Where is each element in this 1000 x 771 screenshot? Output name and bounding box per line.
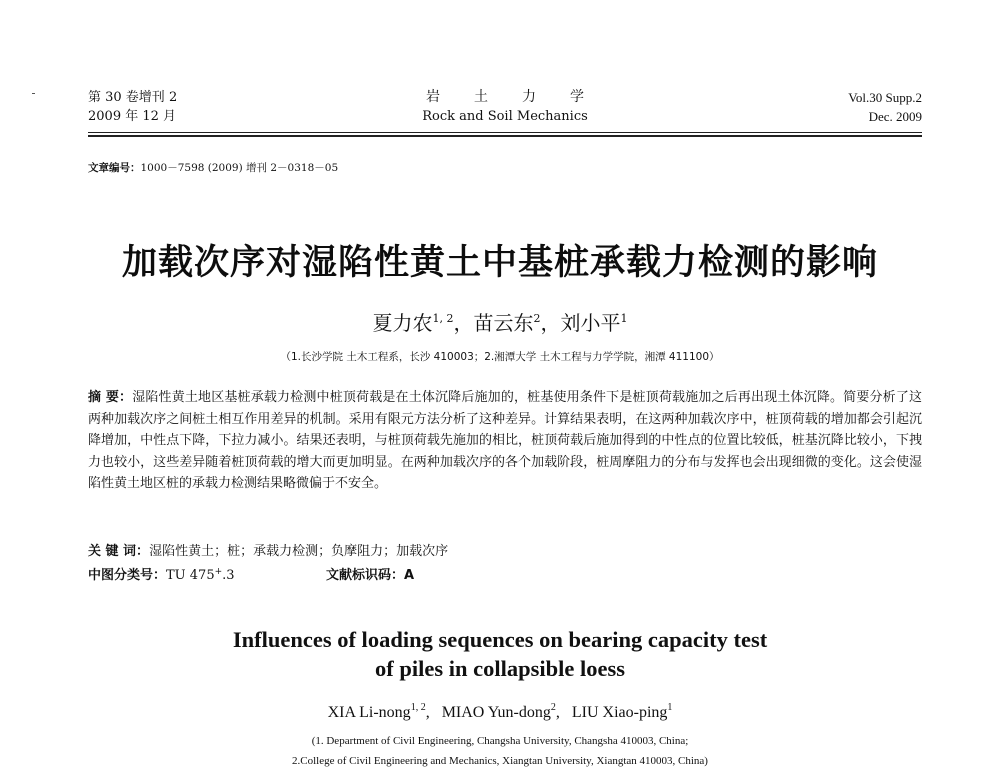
author-en-affil: 2 — [550, 702, 556, 713]
author-cn-affil: 1, 2 — [432, 312, 454, 325]
article-number-label: 文章编号： — [88, 162, 141, 174]
doc-code — [326, 564, 414, 583]
article-number-value: 1000－7598 (2009) 增刊 2－0318－05 — [140, 162, 339, 174]
doc-code-value: A — [404, 568, 415, 583]
author-en-affil: 1, 2 — [410, 702, 426, 713]
authors-en — [0, 702, 1000, 722]
journal-header — [88, 88, 922, 128]
author-cn: 夏力农 — [372, 311, 433, 335]
author-en-sep: , — [555, 704, 572, 721]
article-number — [88, 160, 338, 175]
date-en: Dec. 2009 — [868, 109, 922, 124]
abstract-cn — [88, 387, 922, 495]
clc-label: 中图分类号： — [88, 568, 167, 583]
author-cn: 刘小平 — [560, 311, 621, 335]
title-en-line1: Influences of loading sequences on bearing capacity test — [232, 627, 768, 652]
author-cn-affil: 1 — [620, 312, 628, 325]
journal-name-en: Rock and Soil Mechanics — [422, 109, 588, 124]
header-rule-thin — [88, 132, 922, 133]
author-cn: 苗云东 — [473, 311, 534, 335]
title-cn: 加载次序对湿陷性黄土中基桩承载力检测的影响 — [121, 243, 878, 283]
volume-en: Vol.30 Supp.2 — [848, 90, 922, 105]
header-right — [848, 88, 922, 126]
author-en-affil: 1 — [667, 702, 673, 713]
date-cn: 2009 年 12 月 — [88, 109, 177, 124]
affiliation-cn: （1.长沙学院 土木工程系，长沙 410003；2.湘潭大学 土木工程与力学学院，湘潭 411100） — [280, 351, 720, 363]
volume-cn: 第 30 卷增刊 2 — [88, 90, 178, 105]
header-center — [88, 88, 922, 126]
header-rule-thick — [88, 135, 922, 137]
title-en — [0, 625, 1000, 683]
abstract-text: 湿陷性黄土地区基桩承载力检测中桩顶荷载是在土体沉降后施加的，桩基使用条件下是桩顶荷载施加之后再出现土体沉降。简要分析了这两种加载次序之间桩土相互作用差异的机制。采用有限元方法分析了这种差异。计算结果表明，在这两种加载次序中，桩顶荷载的增加都会引起沉降增加，中性点下降，下拉力减小。结果还表明，与桩顶荷载先施加的相比，桩顶荷载后施加得到的中性点的位置比较低，桩基沉降比较小，下拽力也较小，这些差异随着桩顶荷载的增大而更加明显。在两种加载次序的各个加载阶段，桩周摩阻力的分布与发挥也会出现细微的变化。这会使湿陷性黄土地区桩的承载力检测结果略微偏于不安全。 — [88, 390, 922, 492]
author-cn-sep: ， — [540, 311, 561, 335]
clc-tail: .3 — [222, 568, 235, 583]
keywords-label: 关 键 词： — [88, 544, 150, 559]
affiliation-en-line2: 2.College of Civil Engineering and Mechanics, Xiangtan University, Xiangtan 410003, China) — [292, 755, 708, 767]
clc-code — [88, 564, 235, 583]
scan-speck — [32, 93, 35, 94]
clc-sup: + — [214, 567, 223, 577]
author-cn-sep: ， — [453, 311, 474, 335]
author-en: XIA Li-nong — [327, 704, 411, 721]
keywords-text: 湿陷性黄土；桩；承载力检测；负摩阻力；加载次序 — [149, 544, 449, 559]
author-en: LIU Xiao-ping — [571, 704, 668, 721]
author-en: MIAO Yun-dong — [441, 704, 551, 721]
doc-code-label: 文献标识码： — [326, 568, 405, 583]
keywords-cn — [88, 540, 922, 559]
clc-main: TU 475 — [166, 568, 215, 583]
title-en-line2: of piles in collapsible loess — [374, 656, 626, 681]
author-cn-affil: 2 — [533, 312, 541, 325]
abstract-label: 摘 要： — [88, 390, 133, 405]
affiliation-en-line1: (1. Department of Civil Engineering, Changsha University, Changsha 410003, China; — [311, 735, 689, 747]
authors-cn — [0, 307, 1000, 336]
journal-name-cn: 岩土力学 — [426, 89, 618, 105]
author-en-sep: , — [425, 704, 442, 721]
